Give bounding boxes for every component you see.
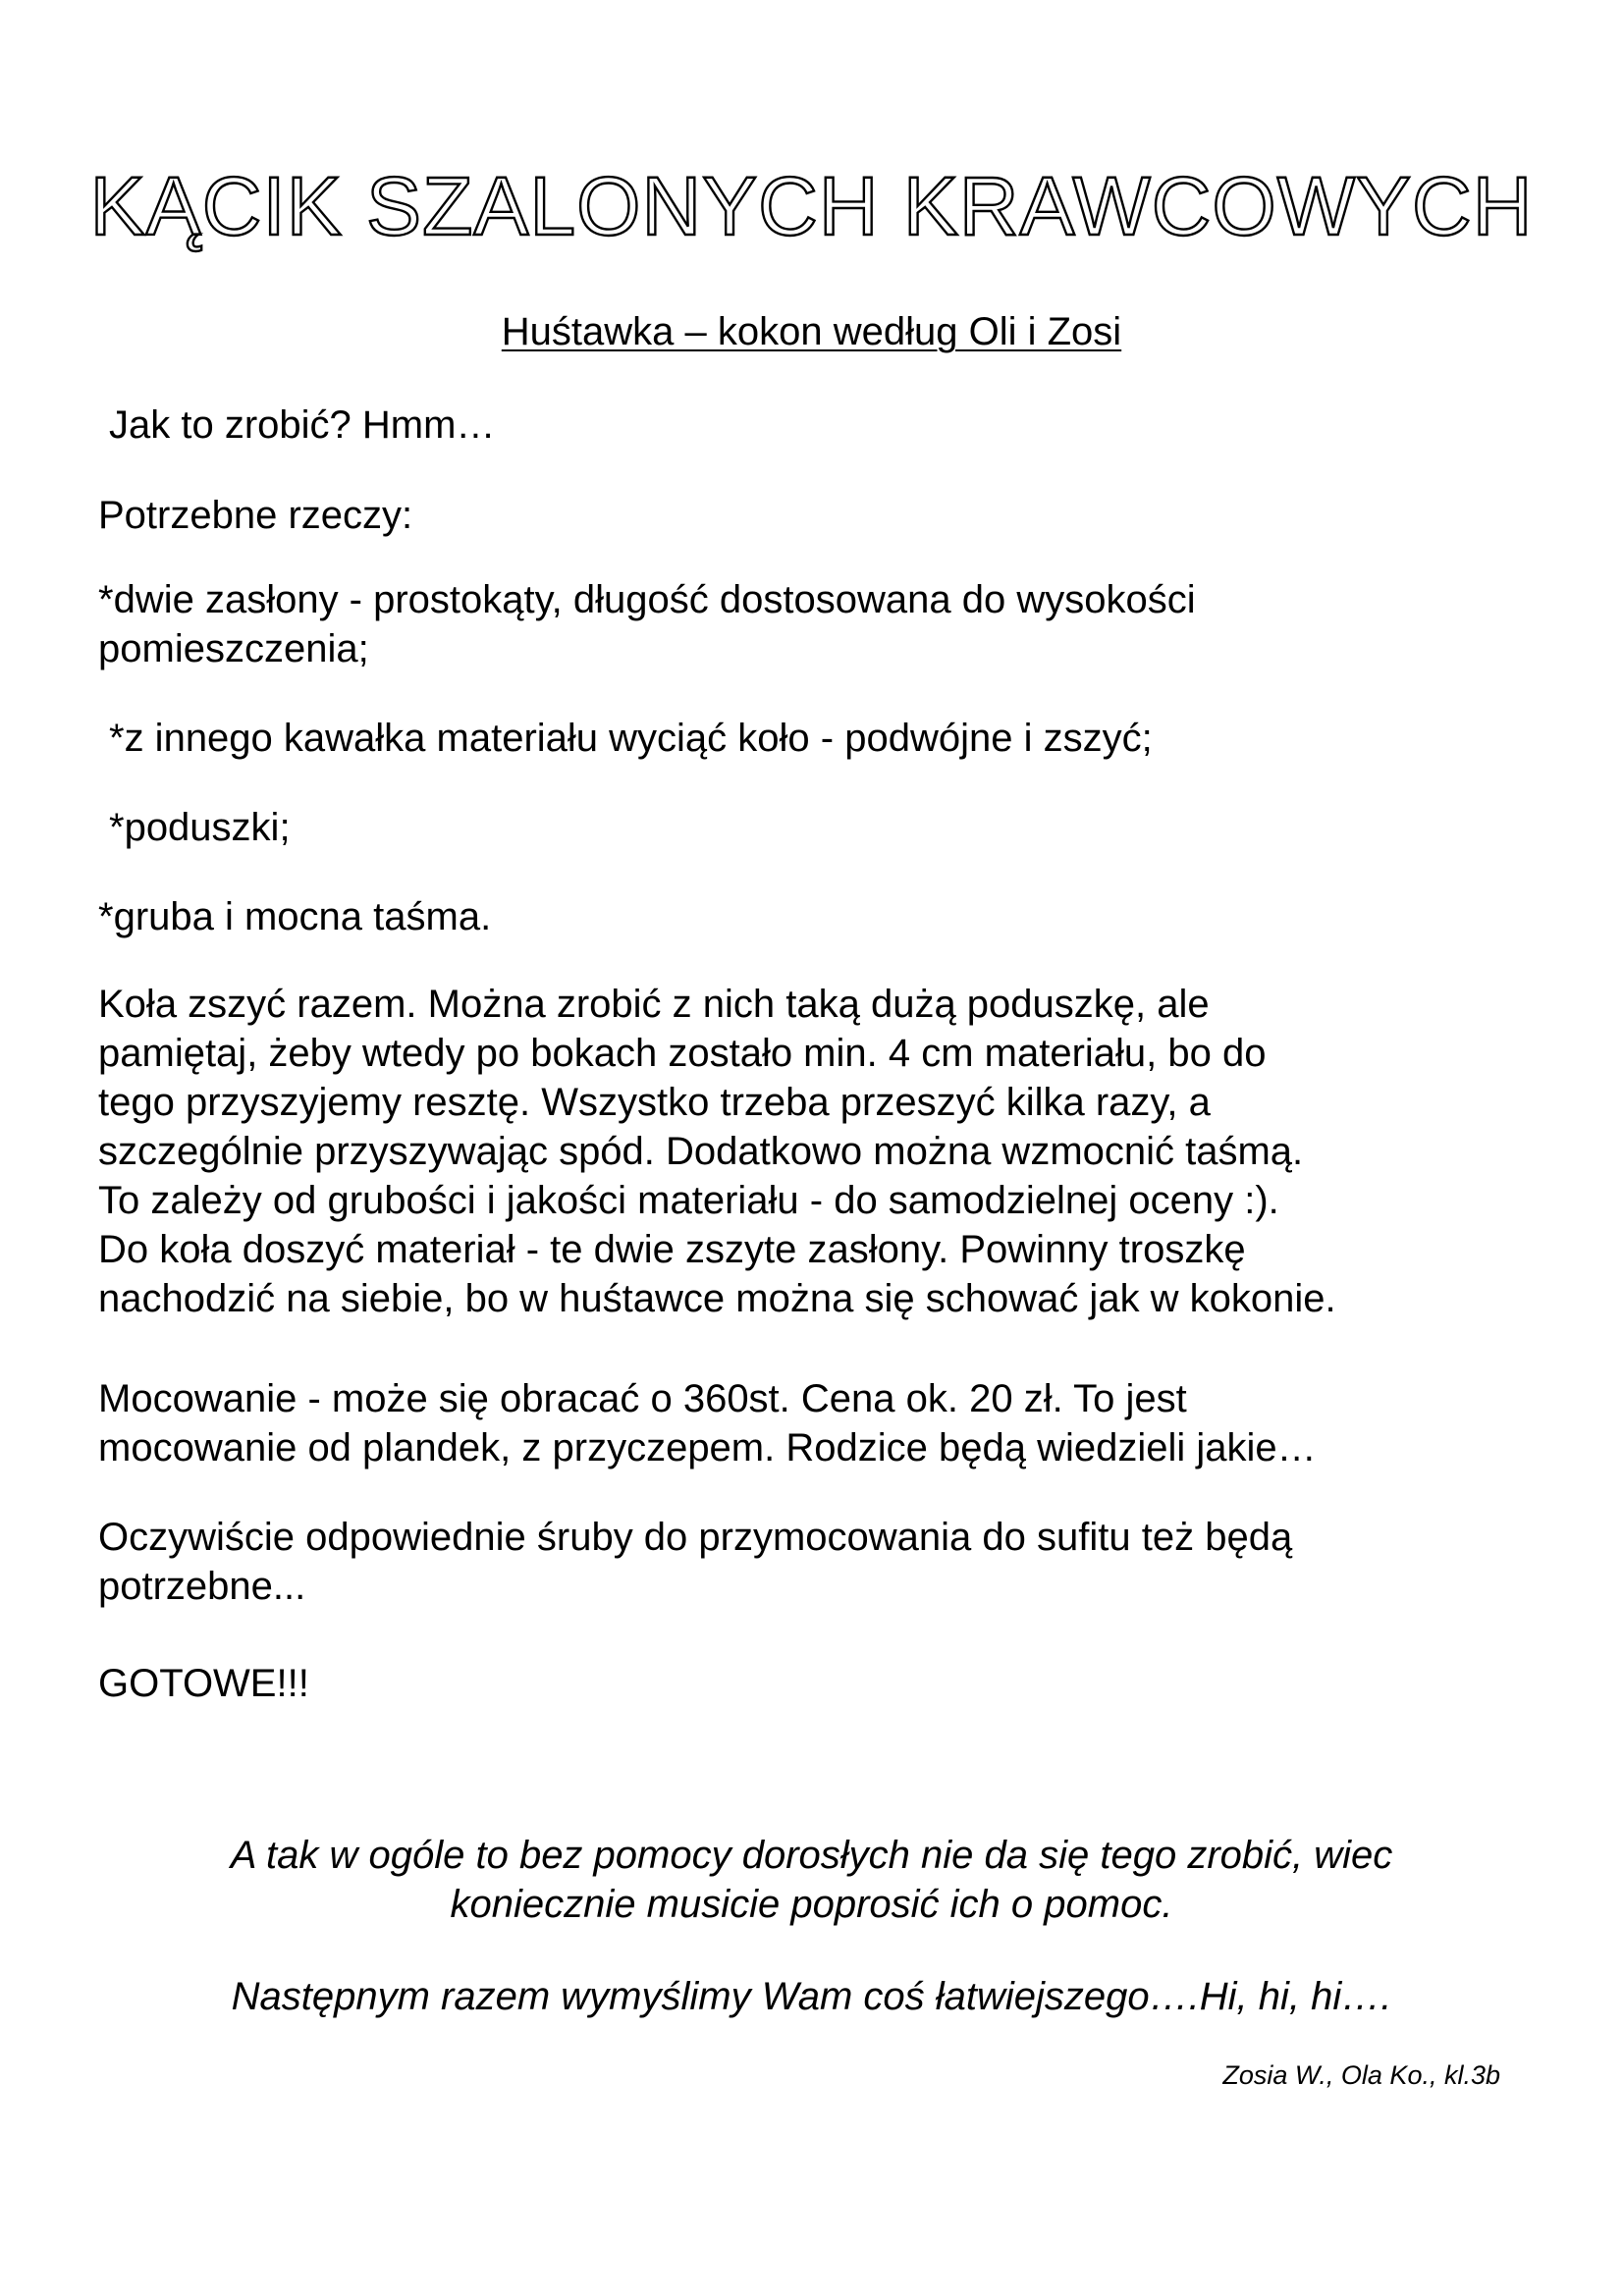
instructions-line-5: To zależy od grubości i jakości materiału - do samodzielnej oceny :). xyxy=(98,1179,1279,1222)
screws-line-2: potrzebne... xyxy=(98,1565,306,1608)
item-pillows: *poduszki; xyxy=(109,806,291,849)
screws-line-1: Oczywiście odpowiednie śruby do przymocowania do sufitu też będą xyxy=(98,1516,1293,1559)
instructions-line-3: tego przyszyjemy resztę. Wszystko trzeba przeszyć kilka razy, a xyxy=(98,1081,1211,1124)
mounting-line-2: mocowanie od plandek, z przyczepem. Rodzice będą wiedzieli jakie… xyxy=(98,1426,1317,1469)
item-curtains-line-1: *dwie zasłony - prostokąty, długość dostosowana do wysokości xyxy=(98,578,1196,621)
adult-help-note xyxy=(0,1831,1623,1929)
instructions-line-4: szczególnie przyszywając spód. Dodatkowo można wzmocnić taśmą. xyxy=(98,1130,1304,1173)
adult-help-line-2: koniecznie musicie poprosić ich o pomoc. xyxy=(450,1883,1173,1926)
instructions-line-6: Do koła doszyć materiał - te dwie zszyte zasłony. Powinny troszkę xyxy=(98,1228,1246,1271)
instructions-line-2: pamiętaj, żeby wtedy po bokach zostało min. 4 cm materiału, bo do xyxy=(98,1032,1267,1075)
screws-paragraph xyxy=(98,1513,1532,1611)
item-curtains-line-2: pomieszczenia; xyxy=(98,627,369,670)
instructions-paragraph xyxy=(98,980,1532,1323)
article-subtitle: Huśtawka – kokon według Oli i Zosi xyxy=(501,310,1122,353)
item-strap: *gruba i mocna taśma. xyxy=(98,895,492,938)
intro-line: Jak to zrobić? Hmm… xyxy=(109,403,496,447)
mounting-line-1: Mocowanie - może się obracać o 360st. Cena ok. 20 zł. To jest xyxy=(98,1377,1187,1420)
done-line: GOTOWE!!! xyxy=(98,1662,309,1705)
mounting-paragraph xyxy=(98,1374,1532,1472)
needed-heading: Potrzebne rzeczy: xyxy=(98,494,413,537)
author-signature: Zosia W., Ola Ko., kl.3b xyxy=(1222,2060,1500,2090)
page-title: KĄCIK SZALONYCH KRAWCOWYCH xyxy=(89,160,1534,252)
item-curtains xyxy=(98,575,1532,673)
instructions-line-7: nachodzić na siebie, bo w huśtawce można się schować jak w kokonie. xyxy=(98,1277,1336,1320)
next-time-note: Następnym razem wymyślimy Wam coś łatwiejszego….Hi, hi, hi…. xyxy=(231,1975,1392,2018)
adult-help-line-1: A tak w ogóle to bez pomocy dorosłych nie da się tego zrobić, wiec xyxy=(230,1834,1393,1877)
instructions-line-1: Koła zszyć razem. Można zrobić z nich taką dużą poduszkę, ale xyxy=(98,983,1210,1026)
item-circle: *z innego kawałka materiału wyciąć koło - podwójne i zszyć; xyxy=(109,717,1153,760)
